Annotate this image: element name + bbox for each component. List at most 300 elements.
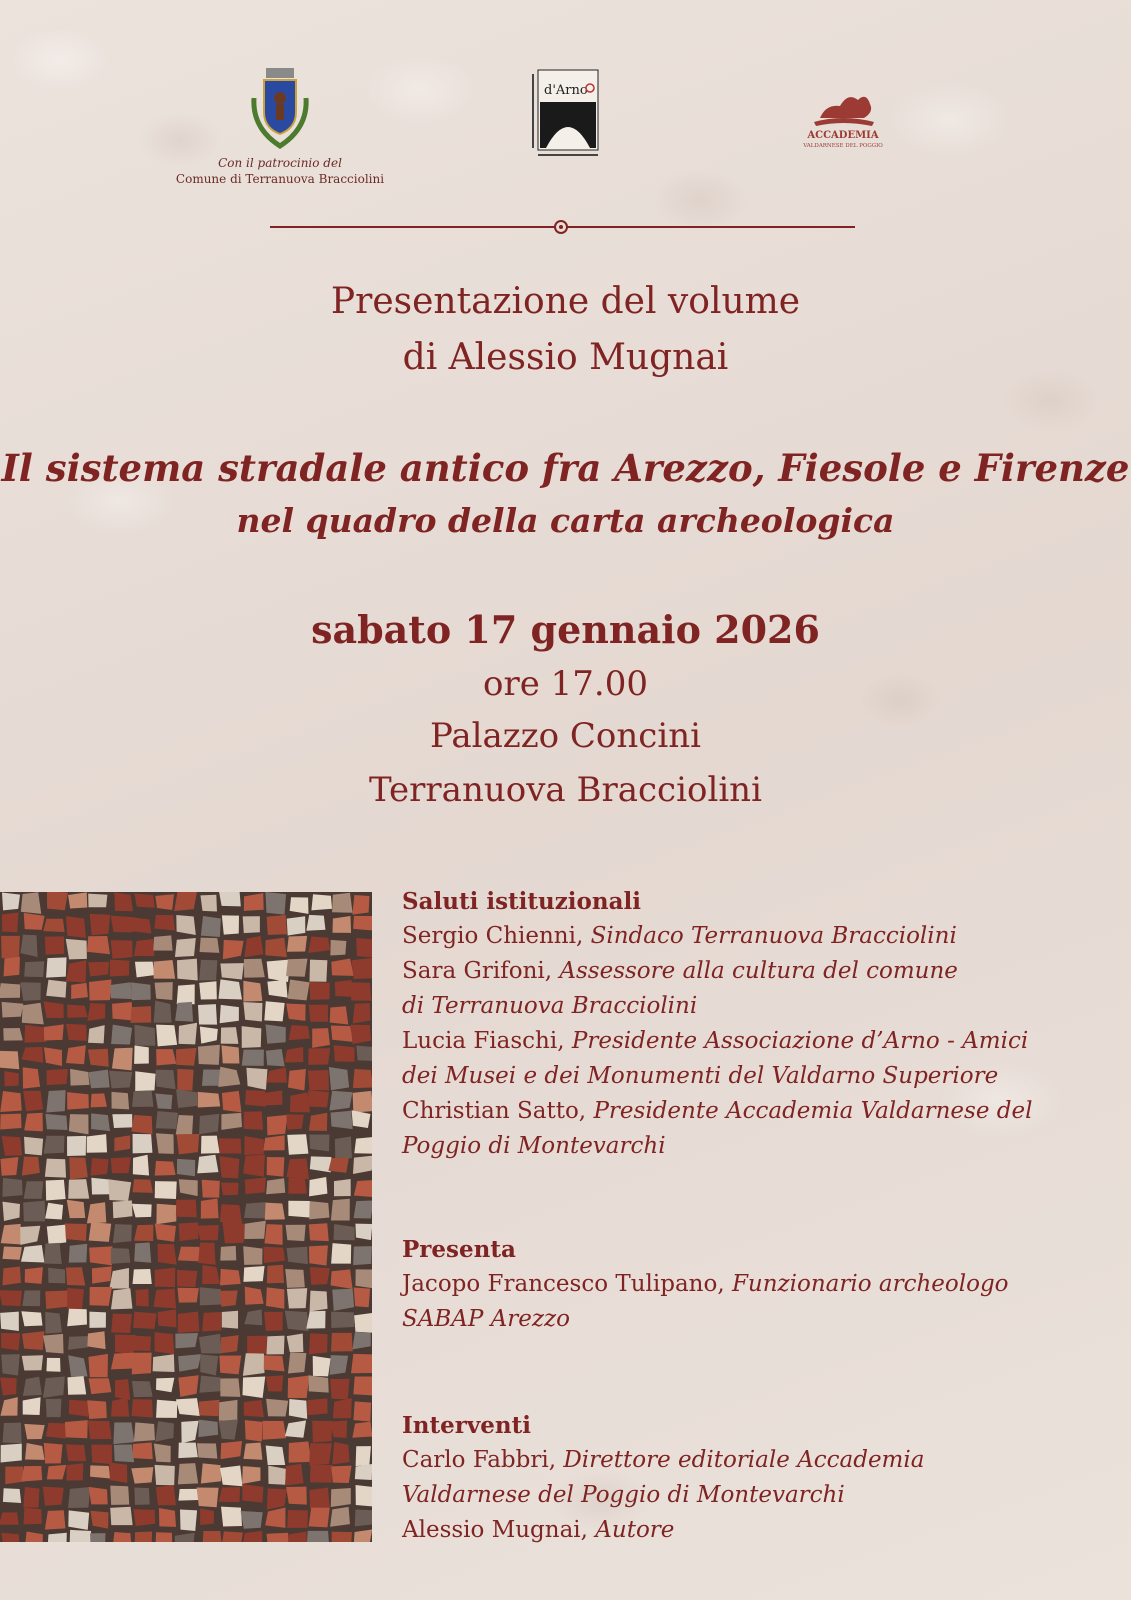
mosaic-tessera xyxy=(22,1355,43,1370)
mosaic-tessera xyxy=(155,894,174,910)
mosaic-tessera xyxy=(155,982,173,1000)
saluti-entry xyxy=(402,1024,1102,1059)
mosaic-tessera xyxy=(243,1002,262,1021)
mosaic-tessera xyxy=(243,1246,262,1265)
mosaic-tessera xyxy=(287,1158,309,1179)
mosaic-tessera xyxy=(328,1158,349,1173)
mosaic-tessera xyxy=(177,984,195,1004)
mosaic-tessera xyxy=(310,960,328,982)
mosaic-tessera xyxy=(43,1487,64,1506)
mosaic-tessera xyxy=(1,936,20,958)
mosaic-tessera xyxy=(47,892,68,910)
mosaic-tessera xyxy=(44,1001,64,1018)
mosaic-tessera xyxy=(289,1025,310,1040)
mosaic-tessera xyxy=(22,1331,45,1350)
mosaic-tessera xyxy=(198,1045,220,1065)
speaker-name: Carlo Fabbri, xyxy=(402,1447,564,1473)
mosaic-tessera xyxy=(69,1114,89,1134)
mosaic-tessera xyxy=(177,1134,200,1154)
mosaic-tessera xyxy=(46,1090,65,1112)
speaker-role: Presidente Associazione d’Arno - Amici xyxy=(571,1028,1029,1054)
mosaic-tessera xyxy=(309,1177,327,1196)
mosaic-tessera xyxy=(133,1179,153,1193)
mosaic-tessera xyxy=(156,1025,177,1047)
mosaic-tessera xyxy=(310,1291,328,1312)
speaker-role: Assessore alla cultura del comune xyxy=(559,958,958,984)
mosaic-tessera xyxy=(312,1421,332,1443)
mosaic-tessera xyxy=(220,1005,239,1023)
mosaic-tessera xyxy=(244,1221,266,1239)
mosaic-tessera xyxy=(353,1003,371,1023)
mosaic-tessera xyxy=(198,1092,221,1108)
mosaic-tessera xyxy=(267,1115,288,1135)
mosaic-tessera xyxy=(220,1204,242,1224)
mosaic-tessera xyxy=(47,1069,68,1085)
mosaic-tessera xyxy=(330,1507,350,1527)
mosaic-tessera xyxy=(266,1375,283,1391)
mosaic-tessera xyxy=(4,957,20,977)
mosaic-tessera xyxy=(353,1401,371,1421)
mosaic-tessera xyxy=(111,1353,134,1370)
mosaic-tessera xyxy=(67,1092,89,1110)
mosaic-tessera xyxy=(24,1025,46,1043)
mosaic-tessera xyxy=(23,1201,45,1222)
mosaic-tessera xyxy=(87,1003,105,1021)
mosaic-tessera xyxy=(155,1181,177,1199)
mosaic-tessera xyxy=(44,1243,62,1264)
mosaic-tessera xyxy=(221,1441,242,1459)
mosaic-tessera xyxy=(199,1334,222,1354)
mosaic-tessera xyxy=(114,1444,134,1462)
mosaic-tessera xyxy=(156,1070,176,1090)
mosaic-tessera xyxy=(175,938,196,957)
speaker-role: Presidente Accademia Valdarnese del xyxy=(593,1098,1033,1124)
mosaic-tessera xyxy=(71,983,88,999)
mosaic-tessera xyxy=(355,1269,372,1289)
mosaic-tessera xyxy=(243,981,262,1002)
mosaic-tessera xyxy=(156,1485,176,1505)
mosaic-tessera xyxy=(176,1398,200,1416)
mosaic-tessera xyxy=(66,1444,86,1461)
mosaic-tessera xyxy=(354,1137,372,1154)
mosaic-tessera xyxy=(264,1355,285,1371)
mosaic-tessera xyxy=(287,936,307,952)
mosaic-tessera xyxy=(156,1378,174,1392)
mosaic-tessera xyxy=(222,1091,242,1113)
mosaic-tessera xyxy=(288,1375,310,1398)
mosaic-tessera xyxy=(287,1134,308,1155)
mosaic-tessera xyxy=(24,961,44,977)
mosaic-tessera xyxy=(351,1354,372,1373)
accademia-logo xyxy=(800,74,886,154)
mosaic-tessera xyxy=(46,1358,60,1372)
mosaic-tessera xyxy=(46,980,66,998)
mosaic-tessera xyxy=(66,939,87,959)
mosaic-tessera xyxy=(307,1398,328,1415)
mosaic-tessera xyxy=(266,1178,285,1194)
mosaic-tessera xyxy=(219,892,241,906)
mosaic-tessera xyxy=(153,935,172,950)
mosaic-tessera xyxy=(46,1180,66,1201)
mosaic-tessera xyxy=(331,1312,354,1328)
mosaic-tessera xyxy=(287,1288,307,1308)
mosaic-tessera xyxy=(3,1267,21,1286)
mosaic-tessera xyxy=(289,1399,307,1419)
mosaic-tessera xyxy=(87,1134,107,1153)
mosaic-tessera xyxy=(91,1445,112,1465)
mosaic-tessera xyxy=(88,962,109,977)
mosaic-tessera xyxy=(356,938,372,958)
mosaic-tessera xyxy=(43,1377,65,1398)
mosaic-tessera xyxy=(309,1223,329,1241)
mosaic-tessera xyxy=(308,1070,329,1091)
mosaic-tessera xyxy=(265,938,287,957)
mosaic-tessera xyxy=(46,1399,62,1417)
mosaic-tessera xyxy=(332,916,351,933)
mosaic-tessera xyxy=(153,1354,175,1372)
mosaic-tessera xyxy=(44,1024,64,1040)
mosaic-tessera xyxy=(176,1115,193,1137)
mosaic-tessera xyxy=(286,1225,306,1241)
ornamental-divider xyxy=(270,220,855,234)
mosaic-tessera xyxy=(135,1532,152,1542)
interventi-entry xyxy=(402,1443,1102,1478)
mosaic-tessera xyxy=(177,1069,193,1091)
mosaic-tessera xyxy=(265,1203,285,1220)
mosaic-tessera xyxy=(47,1225,67,1245)
mosaic-tessera xyxy=(330,940,346,956)
mosaic-tessera xyxy=(178,1375,198,1397)
patronage-caption xyxy=(150,155,410,187)
intro-line-1: Presentazione del volume xyxy=(330,281,801,322)
saluti-heading: Saluti istituzionali xyxy=(402,888,641,915)
mosaic-tessera xyxy=(43,1136,64,1154)
mosaic-tessera xyxy=(24,1508,42,1525)
mosaic-tessera xyxy=(308,1090,329,1107)
mosaic-tessera xyxy=(154,1000,172,1022)
mosaic-tessera xyxy=(154,915,175,931)
mosaic-tessera xyxy=(243,916,260,933)
mosaic-tessera xyxy=(200,1287,222,1305)
mosaic-tessera xyxy=(90,914,110,935)
mosaic-tessera xyxy=(178,1489,198,1501)
mosaic-tessera xyxy=(219,1487,240,1502)
divider-ornament-icon xyxy=(554,220,568,234)
mosaic-tessera xyxy=(23,1487,39,1508)
mosaic-tessera xyxy=(68,1510,89,1530)
mosaic-tessera xyxy=(43,1334,63,1354)
mosaic-tessera xyxy=(131,982,151,1000)
mosaic-tessera xyxy=(288,1177,307,1193)
mosaic-tessera xyxy=(134,939,155,956)
mosaic-tessera xyxy=(267,915,287,935)
mosaic-tessera xyxy=(21,1245,45,1262)
mosaic-tessera xyxy=(243,1266,264,1282)
mosaic-tessera xyxy=(243,1155,265,1177)
saluti-section xyxy=(402,884,1102,1164)
mosaic-tessera xyxy=(177,1288,198,1303)
mosaic-tessera xyxy=(309,1245,328,1265)
logo-bar xyxy=(0,60,1131,190)
mosaic-tessera xyxy=(45,1114,67,1130)
mosaic-tessera xyxy=(0,1091,22,1112)
mosaic-tessera xyxy=(2,912,19,932)
darno-logo-text: d'Arno xyxy=(544,83,588,98)
mosaic-tessera xyxy=(247,1336,267,1354)
mosaic-tessera xyxy=(331,1111,353,1129)
mosaic-tessera xyxy=(134,1243,151,1263)
mosaic-tessera xyxy=(312,1028,330,1048)
mosaic-tessera xyxy=(353,1376,372,1395)
mosaic-tessera xyxy=(132,1353,152,1375)
mosaic-tessera xyxy=(2,1136,22,1156)
mosaic-tessera xyxy=(351,958,372,979)
mosaic-tessera xyxy=(267,1265,284,1284)
event-venue: Palazzo Concini xyxy=(430,716,701,756)
mosaic-tessera xyxy=(245,1178,266,1195)
speaker-role: SABAP Arezzo xyxy=(402,1306,570,1332)
mosaic-tessera xyxy=(0,1378,17,1396)
mosaic-tessera xyxy=(221,1113,242,1130)
mosaic-tessera xyxy=(111,940,133,959)
mosaic-tessera xyxy=(70,1530,92,1542)
mosaic-tessera xyxy=(201,916,221,937)
mosaic-tessera xyxy=(90,1465,110,1478)
mosaic-tessera xyxy=(242,1376,265,1398)
mosaic-tessera xyxy=(91,1113,110,1131)
mosaic-tessera xyxy=(111,1157,131,1173)
mosaic-tessera xyxy=(20,935,37,957)
mosaic-tessera xyxy=(221,1335,239,1353)
mosaic-tessera xyxy=(68,1179,89,1199)
mosaic-tessera xyxy=(351,982,372,1000)
mosaic-tessera xyxy=(179,1222,199,1241)
mosaic-tessera xyxy=(109,1462,127,1483)
saluti-entry xyxy=(402,954,1102,989)
interventi-section xyxy=(402,1408,1102,1548)
mosaic-tessera xyxy=(174,892,197,911)
mosaic-tessera xyxy=(67,1463,84,1480)
darno-association-logo xyxy=(530,66,602,160)
mosaic-tessera xyxy=(89,1378,112,1394)
mosaic-tessera xyxy=(356,1046,372,1061)
mosaic-tessera xyxy=(221,1045,239,1063)
mosaic-tessera xyxy=(25,1267,43,1284)
mosaic-tessera xyxy=(43,919,64,932)
mosaic-tessera xyxy=(286,1487,307,1505)
mosaic-tessera xyxy=(219,1156,239,1178)
mosaic-tessera xyxy=(156,1204,176,1225)
mosaic-tessera xyxy=(24,1137,43,1156)
mosaic-tessera xyxy=(222,915,239,934)
saluti-entry xyxy=(402,1129,1102,1164)
mosaic-tessera xyxy=(242,1026,262,1048)
mosaic-tessera xyxy=(24,913,45,930)
mosaic-tessera xyxy=(109,1071,132,1089)
mosaic-tessera xyxy=(0,1512,19,1524)
mosaic-tessera xyxy=(153,1289,176,1309)
mosaic-tessera xyxy=(112,1532,131,1542)
mosaic-tessera xyxy=(155,1465,175,1485)
mosaic-tessera xyxy=(309,1201,329,1219)
mosaic-tessera xyxy=(159,1508,176,1527)
mosaic-tessera xyxy=(355,1509,372,1526)
mosaic-tessera xyxy=(45,1312,62,1334)
mosaic-tessera xyxy=(356,1446,371,1466)
mosaic-tessera xyxy=(310,1464,332,1482)
mosaic-tessera xyxy=(180,1509,197,1531)
mosaic-tessera xyxy=(263,1247,285,1263)
mosaic-tessera xyxy=(219,1355,241,1374)
mosaic-tessera xyxy=(176,1089,197,1108)
mosaic-tessera xyxy=(266,1049,285,1066)
mosaic-tessera xyxy=(110,982,132,999)
mosaic-tessera xyxy=(288,1201,310,1218)
mosaic-tessera xyxy=(66,1045,86,1064)
mosaic-tessera xyxy=(288,1352,306,1373)
mosaic-tessera xyxy=(355,1464,372,1480)
mosaic-tessera xyxy=(199,1114,219,1134)
mosaic-tessera xyxy=(45,1510,66,1529)
mosaic-tessera xyxy=(112,1048,133,1071)
mosaic-tessera xyxy=(45,1203,63,1220)
mosaic-tessera xyxy=(176,1200,197,1218)
mosaic-tessera xyxy=(243,1443,262,1460)
mosaic-tessera xyxy=(110,960,130,977)
mosaic-tessera xyxy=(202,1180,220,1198)
mosaic-tessera xyxy=(198,1004,217,1025)
mosaic-tessera xyxy=(220,1246,236,1261)
interventi-entry xyxy=(402,1478,1102,1513)
mosaic-tessera xyxy=(87,1400,107,1419)
mosaic-tessera xyxy=(88,894,107,908)
mosaic-tessera xyxy=(200,1354,218,1375)
mosaic-tessera xyxy=(46,1423,68,1439)
mosaic-tessera xyxy=(2,1247,21,1260)
mosaic-tessera xyxy=(1,1533,20,1542)
mosaic-tessera xyxy=(197,1443,217,1458)
speaker-name: Sergio Chienni, xyxy=(402,923,591,949)
mosaic-tessera xyxy=(136,1289,149,1307)
mosaic-tessera xyxy=(313,1356,331,1376)
mosaic-tessera xyxy=(45,1159,66,1178)
mosaic-tessera xyxy=(88,1354,108,1377)
mosaic-tessera xyxy=(199,981,217,999)
mosaic-tessera xyxy=(329,1091,352,1111)
mosaic-tessera xyxy=(201,1463,221,1483)
mosaic-tessera xyxy=(332,1532,352,1542)
mosaic-tessera xyxy=(134,1422,155,1441)
mosaic-tessera xyxy=(113,1224,132,1243)
interventi-heading: Interventi xyxy=(402,1412,531,1439)
mosaic-tessera xyxy=(134,1487,149,1504)
mosaic-tessera xyxy=(155,1268,176,1287)
mosaic-tessera xyxy=(178,1463,198,1484)
speaker-role: Poggio di Montevarchi xyxy=(402,1133,666,1159)
mosaic-tessera xyxy=(65,1224,87,1242)
mosaic-tessera xyxy=(69,1244,87,1263)
mosaic-tessera xyxy=(219,1400,238,1421)
mosaic-tessera xyxy=(132,1091,153,1107)
presenta-section xyxy=(402,1232,1102,1337)
mosaic-tessera xyxy=(265,892,286,915)
mosaic-tessera xyxy=(334,1179,351,1196)
mosaic-tessera xyxy=(114,892,133,911)
mosaic-tessera xyxy=(351,1025,371,1044)
presenta-entry xyxy=(402,1302,1102,1337)
mosaic-tessera xyxy=(264,1001,284,1021)
mosaic-tessera xyxy=(221,1507,242,1527)
mosaic-tessera xyxy=(218,979,242,999)
mosaic-tessera xyxy=(243,1353,265,1376)
interventi-entry xyxy=(402,1513,1102,1548)
mosaic-tessera xyxy=(352,1422,372,1438)
mosaic-tessera xyxy=(2,1002,24,1018)
mosaic-tessera xyxy=(67,1376,86,1395)
saluti-entry xyxy=(402,919,1102,954)
mosaic-tessera xyxy=(178,1443,198,1459)
mosaic-tessera xyxy=(334,1045,355,1062)
speaker-role: Valdarnese del Poggio di Montevarchi xyxy=(402,1482,845,1508)
mosaic-tessera xyxy=(110,1507,132,1525)
mosaic-tessera xyxy=(306,915,325,931)
mosaic-tessera xyxy=(267,1157,285,1177)
mosaic-tessera xyxy=(0,1157,18,1176)
mosaic-tessera xyxy=(131,1006,152,1023)
mosaic-tessera xyxy=(133,1269,152,1284)
mosaic-tessera xyxy=(21,1466,42,1482)
mosaic-tessera xyxy=(310,1267,330,1285)
mosaic-tessera xyxy=(23,1377,42,1396)
mosaic-tessera xyxy=(330,1355,349,1375)
mosaic-tessera xyxy=(202,1312,221,1332)
mosaic-tessera xyxy=(330,1006,349,1024)
mosaic-tessera xyxy=(263,1421,287,1440)
book-title-line-1: Il sistema stradale antico fra Arezzo, Fiesole e Firenze xyxy=(1,446,1130,490)
mosaic-tessera xyxy=(219,1138,241,1153)
mosaic-tessera xyxy=(67,1200,86,1218)
mosaic-tessera xyxy=(155,1093,172,1109)
mosaic-tessera xyxy=(3,1423,22,1444)
mosaic-tessera xyxy=(335,1137,352,1159)
mosaic-tessera xyxy=(115,1379,130,1400)
mosaic-tessera xyxy=(158,1244,177,1265)
mosaic-tessera xyxy=(220,1465,243,1486)
mosaic-tessera xyxy=(266,1533,288,1542)
mosaic-tessera xyxy=(332,893,352,913)
mosaic-tessera xyxy=(331,1333,353,1352)
mosaic-tessera xyxy=(5,1466,23,1484)
mosaic-tessera xyxy=(267,980,287,998)
mosaic-tessera xyxy=(268,1466,286,1485)
mosaic-tessera xyxy=(353,1246,372,1265)
mosaic-tessera xyxy=(108,1179,131,1201)
mosaic-tessera xyxy=(311,894,332,910)
mosaic-tessera xyxy=(112,1114,132,1128)
mosaic-tessera xyxy=(329,1067,349,1090)
mosaic-tessera xyxy=(66,916,86,938)
mosaic-tessera xyxy=(155,1532,172,1542)
mosaic-tessera xyxy=(92,1266,112,1283)
patronage-line: Con il patrocinio del xyxy=(218,156,342,170)
mosaic-tessera xyxy=(48,1533,67,1542)
mosaic-tessera xyxy=(178,1247,200,1262)
mosaic-tessera xyxy=(154,1443,171,1462)
mosaic-tessera xyxy=(22,1290,40,1306)
speaker-role: Sindaco Terranuova Bracciolini xyxy=(590,923,957,949)
saluti-entry xyxy=(402,1094,1102,1129)
mosaic-tessera xyxy=(91,1178,110,1195)
